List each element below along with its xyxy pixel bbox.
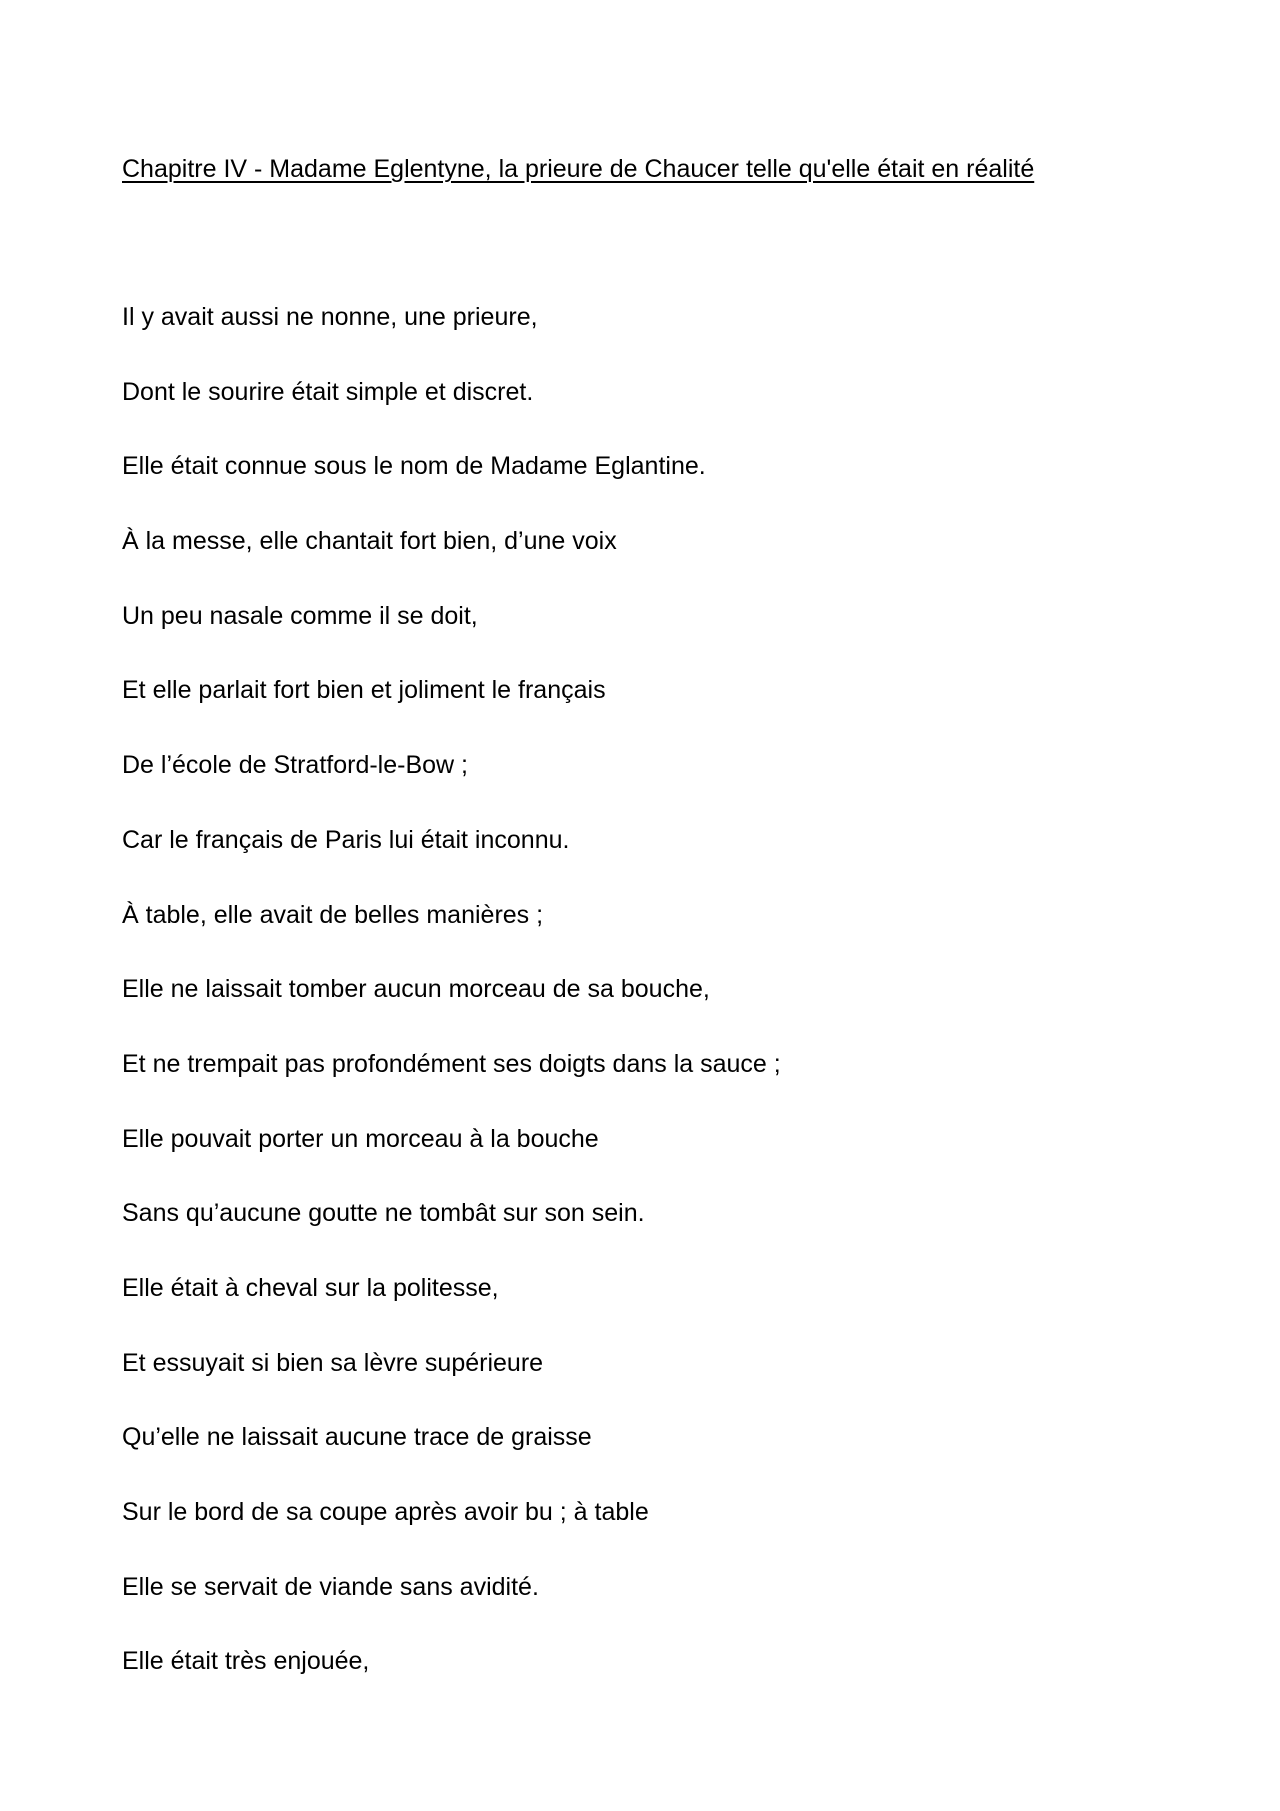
poem-line: Elle était connue sous le nom de Madame Eglantine. <box>122 452 706 481</box>
poem-line: Elle pouvait porter un morceau à la bouche <box>122 1124 599 1153</box>
poem-line: Sans qu’aucune goutte ne tombât sur son sein. <box>122 1199 645 1228</box>
poem-line: Sur le bord de sa coupe après avoir bu ; à table <box>122 1498 649 1526</box>
poem-line: De l’école de Stratford-le-Bow ; <box>122 751 468 780</box>
poem-line: Et elle parlait fort bien et joliment le français <box>122 676 606 705</box>
chapter-title: Chapitre IV - Madame Eglentyne, la prieure de Chaucer telle qu'elle était en réalité <box>122 155 1035 183</box>
poem-line: Car le français de Paris lui était inconnu. <box>122 825 570 854</box>
poem-line: Elle était très enjouée, <box>122 1647 370 1676</box>
poem-line: Elle était à cheval sur la politesse, <box>122 1273 499 1302</box>
poem-line: À la messe, elle chantait fort bien, d’une voix <box>122 527 617 556</box>
poem-line: Et ne trempait pas profondément ses doigts dans la sauce ; <box>122 1049 781 1078</box>
poem-line: Dont le sourire était simple et discret. <box>122 377 534 406</box>
poem-line: À table, elle avait de belles manières ; <box>122 900 544 929</box>
poem-line: Et essuyait si bien sa lèvre supérieure <box>122 1348 544 1377</box>
poem-line: Un peu nasale comme il se doit, <box>122 601 478 630</box>
poem-line: Qu’elle ne laissait aucune trace de graisse <box>122 1423 592 1452</box>
poem-text <box>122 300 781 1719</box>
poem-line: Elle se servait de viande sans avidité. <box>122 1572 539 1601</box>
poem-line: Il y avait aussi ne nonne, une prieure, <box>122 303 538 331</box>
poem-line: Elle ne laissait tomber aucun morceau de sa bouche, <box>122 975 710 1004</box>
